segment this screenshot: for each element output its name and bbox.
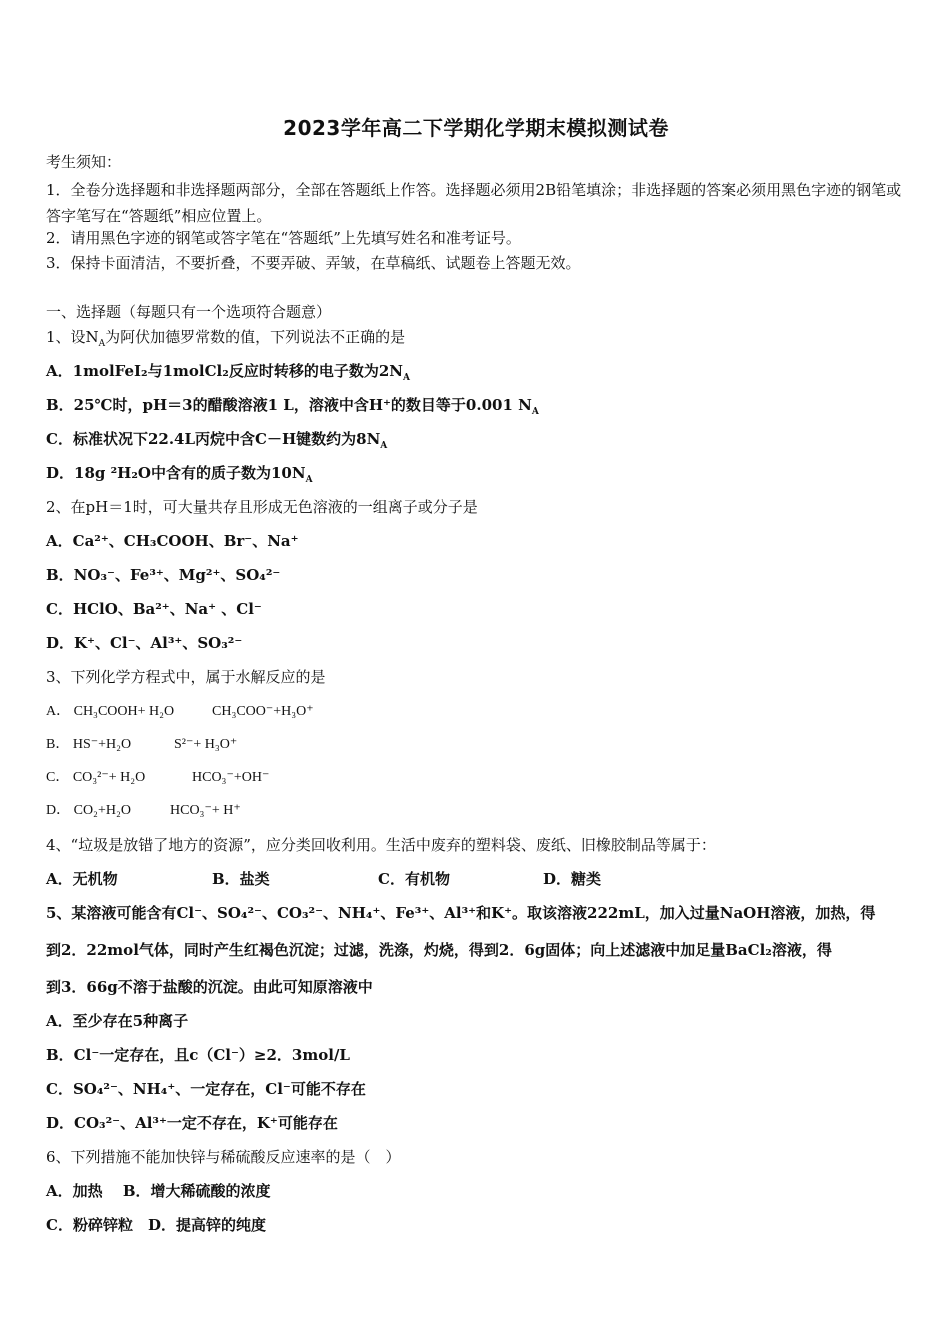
question-2-option-d: D．K⁺、Cl⁻、Al³⁺、SO₃²⁻ [46, 634, 243, 652]
notice-item-2: 2．请用黑色字迹的钢笔或答字笔在“答题纸”上先填写姓名和准考证号。 [46, 229, 521, 247]
page-title: 2023学年高二下学期化学期末模拟测试卷 [283, 116, 669, 140]
question-1-option-c: C．标准状况下22.4L丙烷中含C－H键数约为$8N_A$ [46, 430, 388, 451]
question-6-options-cd: C．粉碎锌粒 D．提高锌的纯度 [46, 1216, 266, 1234]
section-heading: 一、选择题（每题只有一个选项符合题意） [46, 303, 332, 321]
question-3-option-d: D． CO₂+H₂O [46, 803, 131, 818]
question-3-option-c: C． CO₃²⁻+ H₂O [46, 770, 146, 785]
notice-item-3: 3．保持卡面清洁，不要折叠，不要弄破、弄皱，在草稿纸、试题卷上答题无效。 [46, 254, 581, 272]
question-1-option-d: D．18g ²H₂O中含有的质子数为$10N_A$ [46, 464, 313, 485]
question-3-option-b: B． HS⁻+H₂O [46, 737, 132, 752]
question-2-stem: 2、在pH＝1时，可大量共存且形成无色溶液的一组离子或分子是 [46, 498, 478, 516]
question-4-option-b: B．盐类 [212, 870, 270, 888]
question-1-stem: 1、设$N_A$为阿伏加德罗常数的值，下列说法不正确的是 [46, 328, 406, 349]
question-5-option-c: C．SO₄²⁻、NH₄⁺、一定存在，Cl⁻可能不存在 [46, 1080, 366, 1098]
question-4-stem: 4、“垃圾是放错了地方的资源”，应分类回收利用。生活中废弃的塑料袋、废纸、旧橡胶制品等属于： [46, 836, 716, 854]
question-2-option-a: A．Ca²⁺、CH₃COOH、Br⁻、Na⁺ [46, 532, 299, 550]
question-3-option-a [46, 702, 174, 722]
question-5-stem-line-3: 到3．66g不溶于盐酸的沉淀。由此可知原溶液中 [46, 978, 373, 996]
question-1-option-a: A．1molFeI₂与1molCl₂反应时转移的电子数为$2N_A$ [46, 362, 410, 383]
question-3-option-a-right: CH₃COO⁻+H₃O⁺ [212, 704, 314, 719]
question-5-stem-line-2: 到2．22mol气体，同时产生红褐色沉淀；过滤，洗涤，灼烧，得到2．6g固体；向上述滤液中加足量BaCl₂溶液，得 [46, 941, 832, 959]
question-5-stem-line-1: 5、某溶液可能含有Cl⁻、SO₄²⁻、CO₃²⁻、NH₄⁺、Fe³⁺、Al³⁺和K⁺。取该溶液222mL，加入过量NaOH溶液，加热，得 [46, 904, 876, 922]
question-1-option-b: B．25℃时，pH＝3的醋酸溶液1 L，溶液中含H⁺的数目等于0.001 $N_A$ [46, 396, 539, 417]
question-5-option-a: A．至少存在5种离子 [46, 1012, 189, 1030]
question-3-stem: 3、下列化学方程式中，属于水解反应的是 [46, 668, 326, 686]
question-3-option-d-right: HCO₃⁻+ H⁺ [170, 803, 241, 818]
question-4-option-d: D．糖类 [543, 870, 602, 888]
question-3-option-c-right: HCO₃⁻+OH⁻ [192, 770, 270, 785]
question-2-option-b: B．NO₃⁻、Fe³⁺、Mg²⁺、SO₄²⁻ [46, 566, 281, 584]
notice-heading: 考生须知： [46, 153, 122, 171]
notice-item-1: 1．全卷分选择题和非选择题两部分，全部在答题纸上作答。选择题必须用2B铅笔填涂；非选择题的答案必须用黑色字迹的钢笔或答字笔写在“答题纸”相应位置上。 [46, 181, 902, 225]
question-6-options-ab: A．加热 B．增大稀硫酸的浓度 [46, 1182, 271, 1200]
question-3-option-b-right: S²⁻+ H₃O⁺ [174, 737, 238, 752]
question-2-option-c: C．HClO、Ba²⁺、Na⁺ 、Cl⁻ [46, 600, 262, 618]
question-4-option-a: A．无机物 [46, 870, 118, 888]
question-6-stem: 6、下列措施不能加快锌与稀硫酸反应速率的是（ ） [46, 1148, 401, 1166]
question-5-option-d: D．CO₃²⁻、Al³⁺一定不存在，K⁺可能存在 [46, 1114, 338, 1132]
question-4-option-c: C．有机物 [378, 870, 450, 888]
equation-left: A． CH₃COOH+ H₂O [46, 704, 175, 719]
question-5-option-b: B．Cl⁻一定存在，且c（Cl⁻）≥2．3mol/L [46, 1046, 350, 1064]
